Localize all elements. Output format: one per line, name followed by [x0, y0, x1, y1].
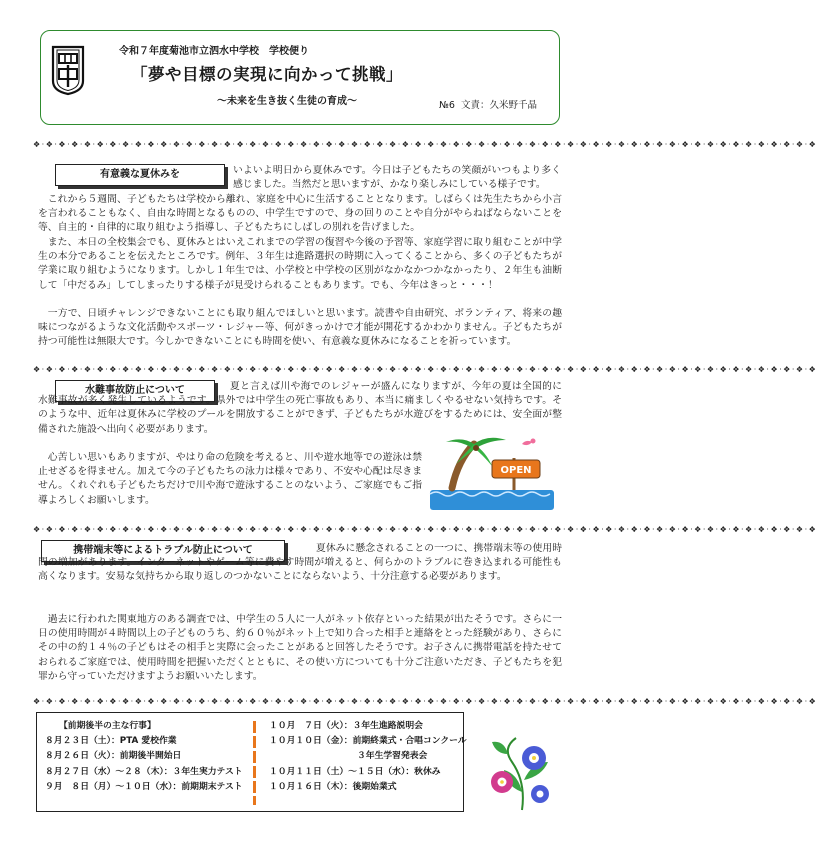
issue-info [439, 97, 537, 111]
section-summer-para-2: これから５週間、子どもたちは学校から離れ、家庭を中心に生活することとなります。しばらくは先生たちから小言を言われることもなく、自由な時間となるものの、中学生ですので、身の回りのことや自分がやらねばならないことを等、自主的・自律的に取り組むよう指導し、子どもたちにしばしの別れを告げました。 [38, 194, 562, 234]
section-heading-devices: 携帯端末等によるトラブル防止について [41, 540, 285, 562]
author-credit: 文責：久米野千晶 [460, 100, 537, 111]
school-name-line: 令和７年度菊池市立泗水中学校 学校便り [119, 46, 309, 57]
section-heading-water: 水難事故防止について [55, 380, 215, 402]
section-summer-para-1: いよいよ明日から夏休みです。今日は子どもたちの笑顔がいつもより多く感じました。当然だと思いますが、かなり楽しみにしている様子です。 [233, 165, 561, 191]
schedule-right-column [269, 719, 467, 795]
open-sign-text: OPEN [500, 465, 532, 476]
schedule-item: ８月２３日（土）：PTA 愛校作業 [45, 736, 177, 747]
schedule-title: 【前期後半の主な行事】 [59, 721, 156, 731]
ornament-divider: ❖·❖·❖·❖·❖·❖·❖·❖·❖·❖·❖·❖·❖·❖·❖·❖·❖·❖·❖·❖·❖·❖·❖·❖·❖·❖·❖·❖·❖·❖·❖·❖·❖·❖·❖·❖·❖·❖·❖·❖·❖·❖·❖·❖·❖·❖·❖·❖·❖·❖·❖·❖·❖·❖·❖·❖·❖·❖·❖·❖·❖·❖ [33, 697, 817, 706]
ornament-divider: ❖·❖·❖·❖·❖·❖·❖·❖·❖·❖·❖·❖·❖·❖·❖·❖·❖·❖·❖·❖·❖·❖·❖·❖·❖·❖·❖·❖·❖·❖·❖·❖·❖·❖·❖·❖·❖·❖·❖·❖·❖·❖·❖·❖·❖·❖·❖·❖·❖·❖·❖·❖·❖·❖·❖·❖·❖·❖·❖·❖·❖·❖ [33, 365, 817, 374]
section-devices-para-2: 過去に行われた関東地方のある調査では、中学生の５人に一人がネット依存といった結果が出たそうです。さらに一日の使用時間が４時間以上の子どものうち、約６０％がネット上で知り合った相手と連絡をとった経験があり、さらにその中の約１４％の子どもはその相手と実際に会ったことがあると回答したそうです。お子さんに携帯電話を持たせておられるご家庭では、使用時間を把握いただくとともに、その使い方についても十分ご注意いただき、子どもたちを犯罪から守っていただけますようお願いいたします。 [38, 614, 562, 682]
schedule-item: １０月１０日（金）：前期終業式・合唱コンクール [269, 736, 467, 747]
schedule-item: ３年生学習発表会 [269, 751, 428, 762]
schedule-item: ８月２７日（水）〜２８（木）：３年生実力テスト [45, 766, 243, 777]
issue-number: №6 [439, 100, 455, 111]
newsletter-subtitle: 〜未来を生き抜く生徒の育成〜 [217, 96, 357, 107]
ornament-divider: ❖·❖·❖·❖·❖·❖·❖·❖·❖·❖·❖·❖·❖·❖·❖·❖·❖·❖·❖·❖·❖·❖·❖·❖·❖·❖·❖·❖·❖·❖·❖·❖·❖·❖·❖·❖·❖·❖·❖·❖·❖·❖·❖·❖·❖·❖·❖·❖·❖·❖·❖·❖·❖·❖·❖·❖·❖·❖·❖·❖·❖·❖ [33, 525, 817, 534]
section-summer-para-3: また、本日の全校集会でも、夏休みとはいえこれまでの学習の復習や今後の予習等、家庭学習に取り組むことが中学生の本分であることを伝えたところです。例年、３年生は進路選択の時期に入ってくることから、多くの子どもたちが学業に取り組むようになります。しかし１年生では、小学校と中学校の区別がなかなかつかなかったり、２年生も油断して「中だるみ」してしまったりする様子が見受けられることもあります。でも、今年はきっと・・・！ [38, 237, 562, 291]
schedule-box [36, 712, 467, 812]
schedule-item: １０月 ７日（火）：３年生進路説明会 [269, 721, 423, 731]
schedule-separator [253, 721, 256, 805]
section-summer-para-4: 一方で、日頃チャレンジできないことにも取り組んでほしいと思います。読書や自由研究、ボランティア、将来の趣味につながるような文化活動やスポーツ・レジャー等、何がきっかけで才能が開花するかわかりません。子どもたちが持つ可能性は無限大です。今しかできないことにも時間を使い、有意義な夏休みになることを祈っています。 [38, 308, 562, 348]
section-devices-para-1: 夏休みに懸念されることの一つに、携帯端末等の使用時間の増加があります。インターネットやゲーム等に費やす時間が増えると、何らかのトラブルに巻き込まれる可能性も高くなります。安易な気持ちから取り返しのつかないことにならないよう、十分注意する必要があります。 [38, 543, 562, 583]
section-water-para-1: 夏と言えば川や海でのレジャーが盛んになりますが、今年の夏は全国的に水難事故が多く発生しているようです。県外では中学生の死亡事故もあり、本当に痛ましくやるせない気持ちです。そのような中、近年は夏休みに学校のプールを開放することができず、子どもたちが水遊びをするためには、安全面が整備された施設へ出向く必要があります。 [38, 381, 562, 435]
schedule-item: ９月 ８日（月）〜１０日（水）：前期期末テスト [45, 781, 243, 792]
newsletter-title: 「夢や目標の実現に向かって挑戦」 [131, 65, 403, 84]
beach-illustration [422, 430, 560, 514]
ornament-divider: ❖·❖·❖·❖·❖·❖·❖·❖·❖·❖·❖·❖·❖·❖·❖·❖·❖·❖·❖·❖·❖·❖·❖·❖·❖·❖·❖·❖·❖·❖·❖·❖·❖·❖·❖·❖·❖·❖·❖·❖·❖·❖·❖·❖·❖·❖·❖·❖·❖·❖·❖·❖·❖·❖·❖·❖·❖·❖·❖·❖·❖·❖ [33, 140, 817, 149]
schedule-left-column [45, 719, 243, 795]
schedule-item: １０月１６日（木）：後期始業式 [269, 781, 397, 792]
school-logo [49, 45, 87, 95]
schedule-item: ８月２６日（火）：前期後半開始日 [45, 751, 182, 762]
header-frame [40, 30, 560, 125]
schedule-item: １０月１１日（土）〜１５日（水）：秋休み [269, 766, 441, 777]
section-water-para-2: 心苦しい思いもありますが、やはり命の危険を考えると、川や遊水地等での遊泳は禁止せざるを得ません。加えて今の子どもたちの泳力は様々であり、不安や心配は尽きません。くれぐれも子どもたちだけで川や海で遊泳することのないよう、ご家庭でもご指導よろしくお願いします。 [38, 452, 422, 506]
morning-glory-illustration [482, 732, 562, 812]
section-heading-summer: 有意義な夏休みを [55, 164, 225, 186]
